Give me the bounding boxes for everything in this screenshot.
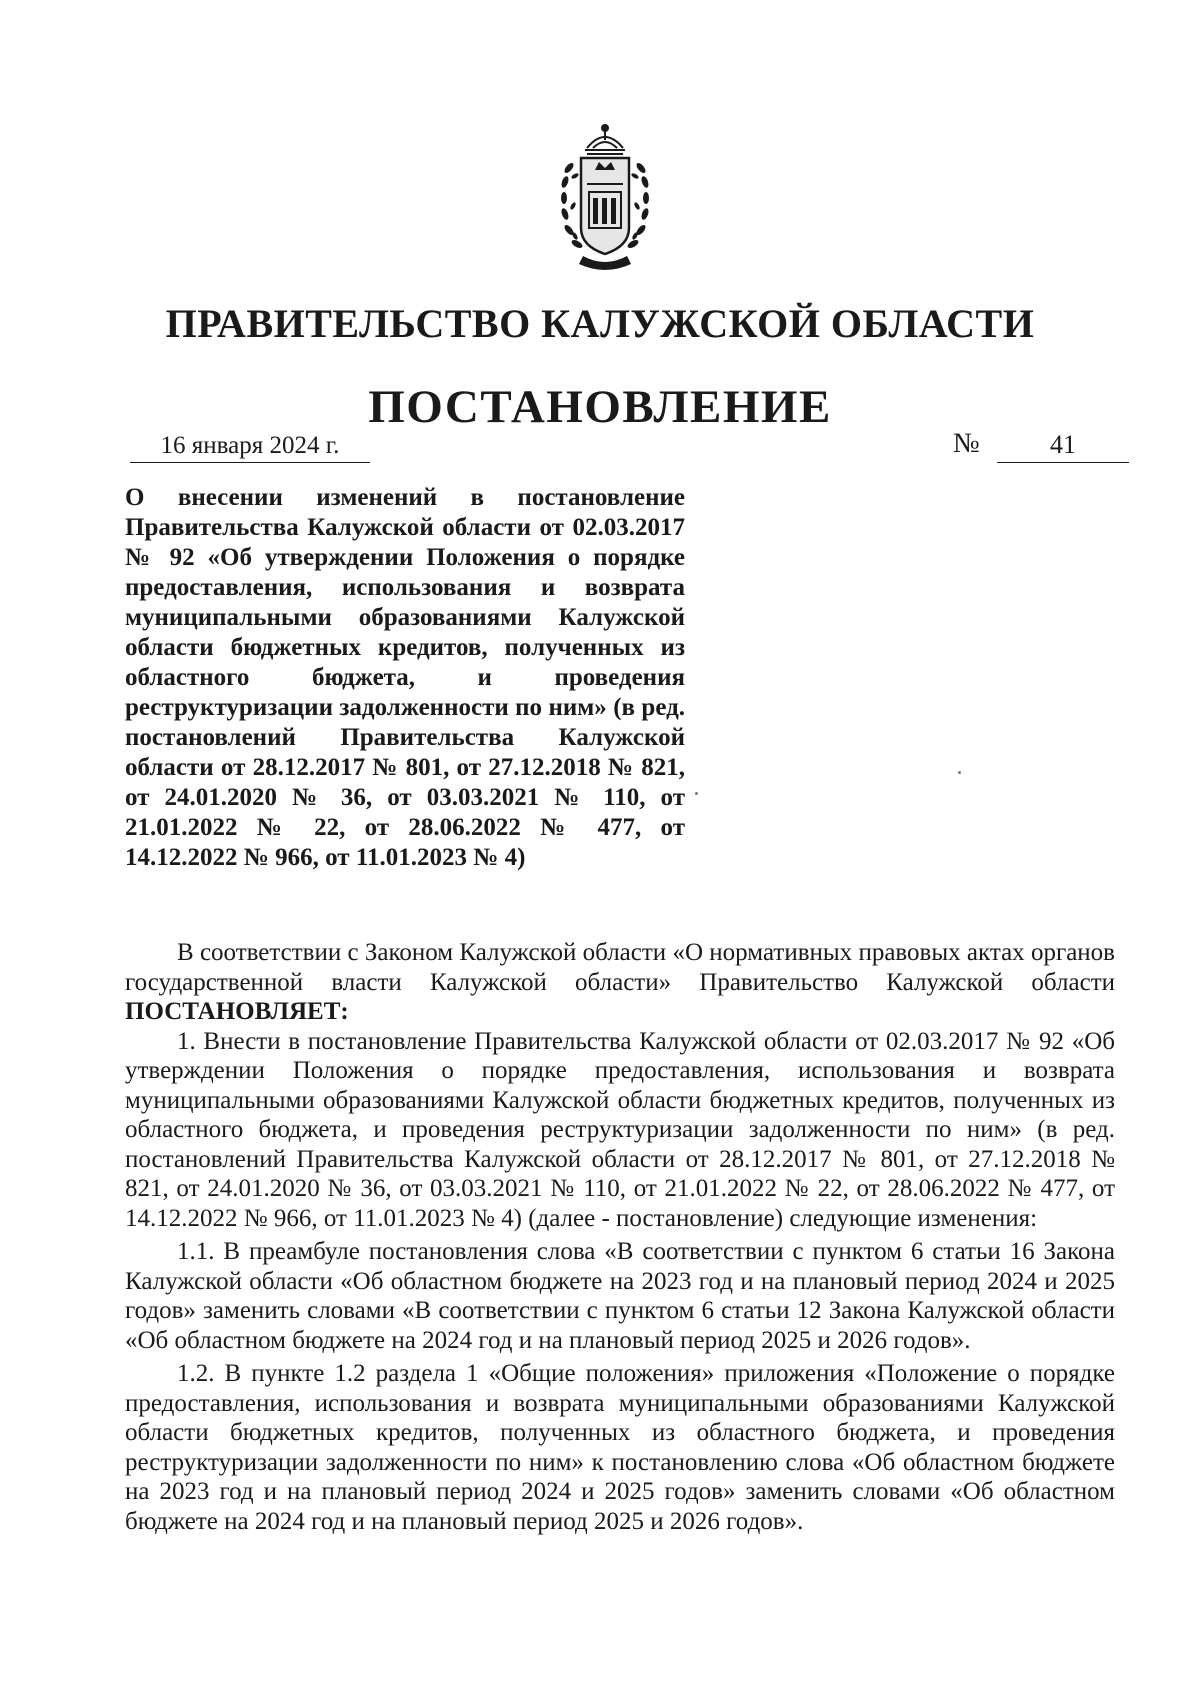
document-type: ПОСТАНОВЛЕНИЕ	[368, 381, 832, 433]
directive-word: ПОСТАНОВЛЯЕТ:	[125, 998, 349, 1025]
government-name: ПРАВИТЕЛЬСТВО КАЛУЖСКОЙ ОБЛАСТИ	[165, 301, 1035, 346]
preamble-text: В соответствии с Законом Калужской области «О нормативных правовых актах органов государственной власти Калужской области» Правительство Калужской области	[125, 939, 1115, 996]
clause-1-2: 1.2. В пункте 1.2 раздела 1 «Общие положения» приложения «Положение о порядке предоставления, использования и возврата муниципальными образованиями Калужской области бюджетных кредитов, полученных из областного бюджета, и проведения реструктуризации задолженности по ним» к постановлению слова «Об областном бюджете на 2023 год и на плановый период 2024 и 2025 годов» заменить словами «Об областном бюджете на 2024 год и на плановый период 2025 и 2026 годов».	[125, 1360, 1115, 1535]
scan-speck	[695, 792, 698, 795]
preamble-paragraph	[125, 938, 1115, 1027]
document-date: 16 января 2024 г.	[130, 432, 370, 463]
coat-of-arms-emblem	[535, 118, 675, 278]
scan-speck	[958, 771, 961, 774]
document-subject: О внесении изменений в постановление Правительства Калужской области от 02.03.2017 № 92 «Об утверждении Положения о порядке предоставления, использования и возврата муниципальными образованиями Калужской области бюджетных кредитов, полученных из областного бюджета, и проведения реструктуризации задолженности по ним» (в ред. постановлений Правительства Калужской области от 28.12.2017 № 801, от 27.12.2018 № 821, от 24.01.2020 № 36, от 03.03.2021 № 110, от 21.01.2022 № 22, от 28.06.2022 № 477, от 14.12.2022 № 966, от 11.01.2023 № 4)	[125, 484, 685, 871]
document-number: 41	[997, 430, 1129, 463]
clause-1: 1. Внести в постановление Правительства Калужской области от 02.03.2017 № 92 «Об утверждении Положения о порядке предоставления, использования и возврата муниципальными образованиями Калужской области бюджетных кредитов, полученных из областного бюджета, и проведения реструктуризации задолженности по ним» (в ред. постановлений Правительства Калужской области от 28.12.2017 № 801, от 27.12.2018 № 821, от 24.01.2020 № 36, от 03.03.2021 № 110, от 21.01.2022 № 22, от 28.06.2022 № 477, от 14.12.2022 № 966, от 11.01.2023 № 4) (далее - постановление) следующие изменения:	[125, 1027, 1115, 1232]
document-number-block	[953, 428, 1133, 464]
document-body	[125, 938, 1115, 1536]
clause-1-1: 1.1. В преамбуле постановления слова «В соответствии с пунктом 6 статьи 16 Закона Калужской области «Об областном бюджете на 2023 год и на плановый период 2024 и 2025 годов» заменить словами «В соответствии с пунктом 6 статьи 12 Закона Калужской области «Об областном бюджете на 2024 год и на плановый период 2025 и 2026 годов».	[125, 1238, 1115, 1354]
number-sign: №	[953, 428, 980, 459]
